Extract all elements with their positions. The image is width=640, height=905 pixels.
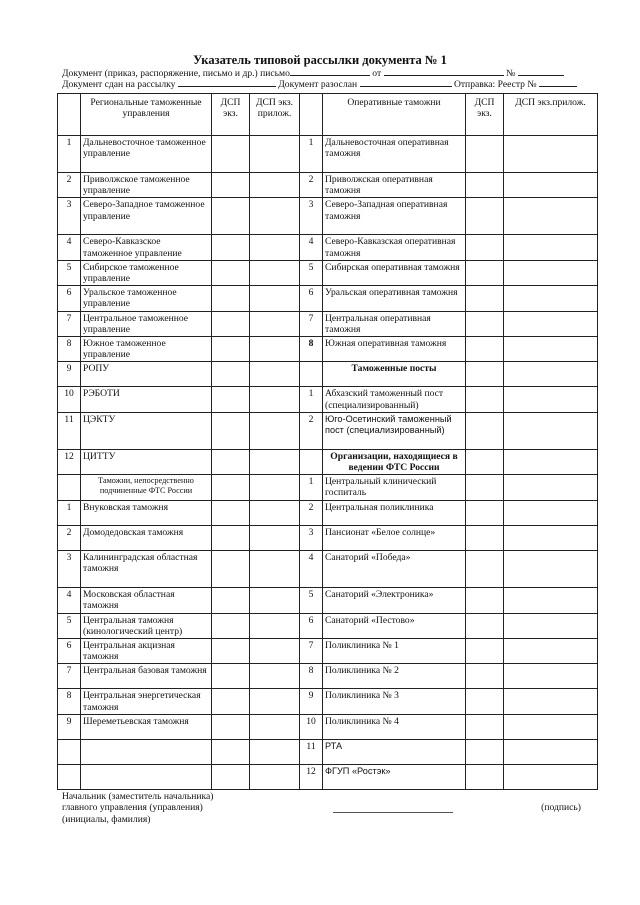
left-dsp-attachment-cell <box>250 551 300 588</box>
left-dsp-cell <box>212 362 250 387</box>
table-row <box>58 639 598 664</box>
right-dsp-attachment-cell <box>504 136 598 173</box>
signature-caption: (подпись) <box>541 802 581 813</box>
right-dsp-attachment-cell <box>504 613 598 638</box>
left-number: 3 <box>58 198 81 235</box>
left-dsp-cell <box>212 588 250 613</box>
left-dsp-attachment-cell <box>250 664 300 689</box>
left-dsp-cell <box>212 412 250 449</box>
sent-out-label: Документ разослан <box>278 79 358 90</box>
left-dsp-attachment-cell <box>250 449 300 474</box>
right-recipient: Абхазский таможенный пост (специализированный) <box>323 387 466 412</box>
left-number: 4 <box>58 235 81 260</box>
right-dsp-cell <box>466 198 504 235</box>
signature-underline <box>333 812 453 813</box>
right-recipient: Поликлиника № 1 <box>323 639 466 664</box>
table-header-row <box>58 94 598 136</box>
left-dsp-attachment-cell <box>250 764 300 789</box>
right-dsp-attachment-cell <box>504 387 598 412</box>
left-dsp-cell <box>212 173 250 198</box>
right-dsp-attachment-cell <box>504 739 598 764</box>
right-dsp-attachment-cell <box>504 337 598 362</box>
right-number: 6 <box>300 286 323 311</box>
right-number: 8 <box>300 664 323 689</box>
left-recipient: ЦЭКТУ <box>81 412 212 449</box>
left-dsp-cell <box>212 739 250 764</box>
right-number: 1 <box>300 475 323 501</box>
right-dsp-cell <box>466 764 504 789</box>
distribution-table <box>57 93 598 790</box>
table-row <box>58 362 598 387</box>
signature-department-line: главного управления (управления) <box>62 802 203 814</box>
right-number: 5 <box>300 588 323 613</box>
left-dsp-attachment-cell <box>250 198 300 235</box>
left-recipient <box>81 739 212 764</box>
table-row <box>58 664 598 689</box>
left-number: 2 <box>58 173 81 198</box>
right-number: 4 <box>300 235 323 260</box>
document-number-label: № <box>505 68 516 79</box>
left-dsp-attachment-cell <box>250 475 300 501</box>
right-dsp-attachment-cell <box>504 588 598 613</box>
left-dsp-attachment-cell <box>250 526 300 551</box>
table-row <box>58 739 598 764</box>
table-row <box>58 588 598 613</box>
left-number <box>58 739 81 764</box>
right-dsp-attachment-cell <box>504 362 598 387</box>
right-number: 8 <box>300 337 323 362</box>
dispatch-label: Отправка: <box>453 79 496 90</box>
left-recipient: РЭБОТИ <box>81 387 212 412</box>
left-dsp-attachment-cell <box>250 387 300 412</box>
left-dsp-attachment-cell <box>250 689 300 714</box>
right-recipient: Санаторий «Победа» <box>323 551 466 588</box>
left-dsp-cell <box>212 475 250 501</box>
left-recipient: Центральная базовая таможня <box>81 664 212 689</box>
right-number <box>300 362 323 387</box>
right-recipient: Центральный клинический госпиталь <box>323 475 466 501</box>
left-dsp-attachment-cell <box>250 362 300 387</box>
left-recipient: Центральная таможня (кинологический центр) <box>81 613 212 638</box>
left-number: 6 <box>58 639 81 664</box>
right-dsp-cell <box>466 501 504 526</box>
left-dsp-cell <box>212 260 250 285</box>
left-number: 6 <box>58 286 81 311</box>
left-recipient: РОПУ <box>81 362 212 387</box>
left-dsp-cell <box>212 551 250 588</box>
document-date-label: от <box>372 68 382 79</box>
document-date-blank <box>384 66 504 76</box>
document-type-blank <box>290 66 370 76</box>
right-dsp-cell <box>466 689 504 714</box>
right-dsp-attachment-cell <box>504 689 598 714</box>
left-dsp-cell <box>212 286 250 311</box>
right-recipient: Сибирская оперативная таможня <box>323 260 466 285</box>
right-dsp-cell <box>466 136 504 173</box>
document-type-label: Документ (приказ, распоряжение, письмо и др.) письмо <box>62 68 290 79</box>
left-recipient: Северо-Западное таможенное управление <box>81 198 212 235</box>
table-row <box>58 526 598 551</box>
right-dsp-cell <box>466 639 504 664</box>
header-right-dsp: ДСП экз. <box>466 94 504 136</box>
left-dsp-attachment-cell <box>250 311 300 336</box>
header-left-dsp-attachment: ДСП экз. прилож. <box>250 94 300 136</box>
right-dsp-cell <box>466 613 504 638</box>
header-left-name: Региональные таможенные управления <box>81 94 212 136</box>
right-number: 1 <box>300 136 323 173</box>
right-number: 12 <box>300 764 323 789</box>
table-row <box>58 387 598 412</box>
table-row <box>58 613 598 638</box>
left-recipient: Центральное таможенное управление <box>81 311 212 336</box>
left-number: 11 <box>58 412 81 449</box>
right-dsp-cell <box>466 387 504 412</box>
right-dsp-cell <box>466 739 504 764</box>
left-dsp-attachment-cell <box>250 714 300 739</box>
left-dsp-attachment-cell <box>250 501 300 526</box>
left-number: 1 <box>58 136 81 173</box>
signature-position-line: Начальник (заместитель начальника) <box>62 791 214 802</box>
right-dsp-attachment-cell <box>504 639 598 664</box>
registry-blank <box>539 77 577 87</box>
left-recipient: Сибирское таможенное управление <box>81 260 212 285</box>
section-heading-direct-customs: Таможни, непосредственно подчиненные ФТС России <box>81 475 212 501</box>
right-number <box>300 449 323 474</box>
right-recipient: Санаторий «Электроника» <box>323 588 466 613</box>
right-dsp-attachment-cell <box>504 260 598 285</box>
left-number <box>58 475 81 501</box>
table-row <box>58 501 598 526</box>
left-number: 9 <box>58 714 81 739</box>
right-dsp-attachment-cell <box>504 311 598 336</box>
table-row <box>58 449 598 474</box>
right-dsp-cell <box>466 235 504 260</box>
left-number: 5 <box>58 260 81 285</box>
left-number: 7 <box>58 311 81 336</box>
left-dsp-attachment-cell <box>250 588 300 613</box>
left-number: 12 <box>58 449 81 474</box>
right-dsp-attachment-cell <box>504 764 598 789</box>
left-dsp-cell <box>212 501 250 526</box>
right-recipient: Южная оперативная таможня <box>323 337 466 362</box>
right-number: 7 <box>300 639 323 664</box>
left-number: 8 <box>58 337 81 362</box>
handed-over-blank <box>178 77 276 87</box>
table-row <box>58 412 598 449</box>
left-dsp-cell <box>212 387 250 412</box>
right-number: 3 <box>300 526 323 551</box>
right-number: 9 <box>300 689 323 714</box>
signature-name-line: (инициалы, фамилия) <box>62 813 151 825</box>
header-left-dsp: ДСП экз. <box>212 94 250 136</box>
sent-out-blank <box>360 77 452 87</box>
left-number: 5 <box>58 613 81 638</box>
table-row <box>58 260 598 285</box>
right-recipient: Приволжская оперативная таможня <box>323 173 466 198</box>
right-dsp-cell <box>466 664 504 689</box>
left-dsp-cell <box>212 764 250 789</box>
left-number: 9 <box>58 362 81 387</box>
right-recipient: Северо-Западная оперативная таможня <box>323 198 466 235</box>
document-title: Указатель типовой рассылки документа № 1 <box>193 53 447 67</box>
left-dsp-attachment-cell <box>250 739 300 764</box>
left-dsp-attachment-cell <box>250 412 300 449</box>
table-row <box>58 198 598 235</box>
right-recipient: Северо-Кавказская оперативная таможня <box>323 235 466 260</box>
left-dsp-cell <box>212 689 250 714</box>
table-row <box>58 475 598 501</box>
right-number: 10 <box>300 714 323 739</box>
table-row <box>58 764 598 789</box>
right-dsp-attachment-cell <box>504 198 598 235</box>
left-dsp-attachment-cell <box>250 136 300 173</box>
left-recipient: Центральная акцизная таможня <box>81 639 212 664</box>
right-number: 7 <box>300 311 323 336</box>
right-dsp-cell <box>466 449 504 474</box>
right-dsp-cell <box>466 260 504 285</box>
left-dsp-attachment-cell <box>250 286 300 311</box>
right-dsp-cell <box>466 362 504 387</box>
left-recipient: Домодедовская таможня <box>81 526 212 551</box>
left-dsp-attachment-cell <box>250 235 300 260</box>
right-dsp-cell <box>466 475 504 501</box>
left-dsp-attachment-cell <box>250 613 300 638</box>
left-dsp-cell <box>212 311 250 336</box>
left-number: 7 <box>58 664 81 689</box>
right-dsp-cell <box>466 286 504 311</box>
table-row <box>58 136 598 173</box>
right-number: 2 <box>300 173 323 198</box>
header-right-dsp-attachment: ДСП экз.прилож. <box>504 94 598 136</box>
left-recipient: Северо-Кавказское таможенное управление <box>81 235 212 260</box>
right-recipient: Центральная оперативная таможня <box>323 311 466 336</box>
left-dsp-cell <box>212 714 250 739</box>
left-number: 3 <box>58 551 81 588</box>
right-recipient: Поликлиника № 4 <box>323 714 466 739</box>
left-number: 4 <box>58 588 81 613</box>
document-line-2 <box>62 77 577 90</box>
right-recipient: Поликлиника № 2 <box>323 664 466 689</box>
left-recipient: Московская областная таможня <box>81 588 212 613</box>
right-number: 6 <box>300 613 323 638</box>
handed-over-label: Документ сдан на рассылку <box>62 79 176 90</box>
right-recipient: ФГУП «Ростэк» <box>323 764 466 789</box>
right-dsp-attachment-cell <box>504 235 598 260</box>
right-dsp-attachment-cell <box>504 664 598 689</box>
right-number: 4 <box>300 551 323 588</box>
left-number <box>58 764 81 789</box>
signature-block <box>62 791 213 825</box>
right-recipient: Поликлиника № 3 <box>323 689 466 714</box>
left-number: 2 <box>58 526 81 551</box>
right-recipient: Пансионат «Белое солнце» <box>323 526 466 551</box>
right-dsp-cell <box>466 412 504 449</box>
right-dsp-attachment-cell <box>504 173 598 198</box>
right-number: 11 <box>300 739 323 764</box>
left-dsp-cell <box>212 235 250 260</box>
right-dsp-attachment-cell <box>504 551 598 588</box>
right-number: 2 <box>300 501 323 526</box>
table-row <box>58 714 598 739</box>
right-dsp-cell <box>466 526 504 551</box>
right-dsp-cell <box>466 173 504 198</box>
left-dsp-attachment-cell <box>250 639 300 664</box>
registry-label: Реестр № <box>497 79 537 90</box>
section-heading-fts-organizations: Организации, находящиеся в ведении ФТС России <box>323 449 466 474</box>
right-number: 2 <box>300 412 323 449</box>
left-recipient: Южное таможенное управление <box>81 337 212 362</box>
table-row <box>58 286 598 311</box>
left-dsp-cell <box>212 664 250 689</box>
table-row <box>58 173 598 198</box>
right-recipient: Юго-Осетинский таможенный пост (специализированный) <box>323 412 466 449</box>
left-dsp-cell <box>212 526 250 551</box>
left-number: 8 <box>58 689 81 714</box>
right-dsp-attachment-cell <box>504 286 598 311</box>
left-dsp-attachment-cell <box>250 260 300 285</box>
left-recipient: Приволжское таможенное управление <box>81 173 212 198</box>
right-recipient: Уральская оперативная таможня <box>323 286 466 311</box>
section-heading-customs-posts: Таможенные посты <box>323 362 466 387</box>
left-number: 10 <box>58 387 81 412</box>
left-dsp-cell <box>212 198 250 235</box>
right-number: 5 <box>300 260 323 285</box>
right-number: 1 <box>300 387 323 412</box>
right-number: 3 <box>300 198 323 235</box>
header-right-name: Оперативные таможни <box>323 94 466 136</box>
right-dsp-attachment-cell <box>504 449 598 474</box>
right-recipient: РТА <box>323 739 466 764</box>
left-dsp-cell <box>212 639 250 664</box>
left-recipient: Уральское таможенное управление <box>81 286 212 311</box>
left-dsp-cell <box>212 337 250 362</box>
right-dsp-attachment-cell <box>504 501 598 526</box>
right-dsp-attachment-cell <box>504 412 598 449</box>
table-row <box>58 689 598 714</box>
left-recipient: Калининградская областная таможня <box>81 551 212 588</box>
table-row <box>58 311 598 336</box>
right-recipient: Санаторий «Пестово» <box>323 613 466 638</box>
right-dsp-cell <box>466 337 504 362</box>
right-dsp-attachment-cell <box>504 526 598 551</box>
left-recipient: Дальневосточное таможенное управление <box>81 136 212 173</box>
left-recipient: ЦИТТУ <box>81 449 212 474</box>
left-recipient <box>81 764 212 789</box>
left-dsp-cell <box>212 613 250 638</box>
right-dsp-cell <box>466 311 504 336</box>
left-recipient: Шереметьевская таможня <box>81 714 212 739</box>
document-number-blank <box>518 66 564 76</box>
header-left-num <box>58 94 81 136</box>
header-right-num <box>300 94 323 136</box>
right-dsp-cell <box>466 551 504 588</box>
table-row <box>58 235 598 260</box>
left-recipient: Внуковская таможня <box>81 501 212 526</box>
left-dsp-cell <box>212 136 250 173</box>
left-dsp-cell <box>212 449 250 474</box>
right-dsp-cell <box>466 714 504 739</box>
left-dsp-attachment-cell <box>250 337 300 362</box>
left-dsp-attachment-cell <box>250 173 300 198</box>
right-recipient: Центральная поликлиника <box>323 501 466 526</box>
right-recipient: Дальневосточная оперативная таможня <box>323 136 466 173</box>
table-row <box>58 551 598 588</box>
right-dsp-attachment-cell <box>504 475 598 501</box>
right-dsp-attachment-cell <box>504 714 598 739</box>
table-row <box>58 337 598 362</box>
left-number: 1 <box>58 501 81 526</box>
right-dsp-cell <box>466 588 504 613</box>
left-recipient: Центральная энергетическая таможня <box>81 689 212 714</box>
